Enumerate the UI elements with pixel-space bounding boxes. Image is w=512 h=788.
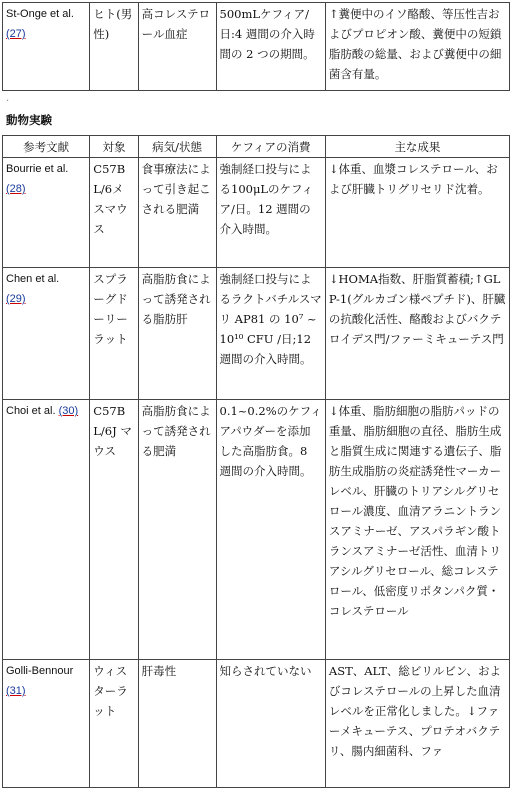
condition-cell: 高コレステロール血症 bbox=[138, 3, 216, 91]
outcome-cell: ↓HOMA指数、肝脂質蓄積;↑GLP-1(グルカゴン様ペプチド)、肝臓の抗酸化活性、酪酸およびバクテロイデス門/ファーミキューテス門 bbox=[325, 268, 509, 400]
reference-cell bbox=[3, 400, 90, 660]
header-subject: 対象 bbox=[90, 136, 138, 158]
condition-cell: 高脂肪食によって誘発される肥満 bbox=[138, 400, 216, 660]
header-kefir: ケフィアの消費 bbox=[216, 136, 325, 158]
section-title: 動物実験 bbox=[6, 113, 52, 127]
header-reference: 参考文献 bbox=[3, 136, 90, 158]
reference-authors: Chen et al. bbox=[6, 273, 60, 285]
kefir-cell: 0.1~0.2%のケフィアパウダーを添加した高脂肪食。8 週間の介入時間。 bbox=[216, 400, 325, 660]
condition-cell: 肝毒性 bbox=[138, 660, 216, 788]
citation-link[interactable]: (27) bbox=[6, 28, 26, 40]
subject-cell: ウィスターラット bbox=[90, 660, 138, 788]
table-row bbox=[3, 3, 510, 91]
reference-authors: Golli-Bennour bbox=[6, 665, 74, 677]
reference-authors: St-Onge et al. bbox=[6, 8, 74, 20]
outcome-cell: AST、ALT、総ビリルビン、およびコレステロールの上昇した血清レベルを正常化しました。↓ファーメキューテス、プロテオバクテリ、腸内細菌科、ファ bbox=[325, 660, 509, 788]
outcome-cell: ↑糞便中のイソ酪酸、等压性吉およびプロピオン酸、糞便中の短鎖脂肪酸の総量、および糞便中の細菌含有量。 bbox=[325, 3, 509, 91]
kefir-cell: 知らされていない bbox=[216, 660, 325, 788]
outcome-cell: ↓体重、脂肪細胞の脂肪パッドの重量、脂肪細胞の直径、脂肪生成と脂質生成に関連する遺伝子、脂肪生成脂肪の炎症誘発性マーカーレベル、肝臓のトリアシルグリセロール濃度、血清アラニントランスアミナーゼ、アスパラギン酸トランスアミナーゼ活性、血清トリアシルグリセロール、総コレステロール、低密度リポタンパク質・コレステロール bbox=[325, 400, 509, 660]
human-studies-table bbox=[2, 2, 510, 91]
header-condition: 病気/状態 bbox=[138, 136, 216, 158]
header-row bbox=[3, 136, 510, 158]
table-row bbox=[3, 268, 510, 400]
table-row bbox=[3, 158, 510, 268]
reference-cell bbox=[3, 3, 90, 91]
reference-cell bbox=[3, 268, 90, 400]
kefir-cell: 500mLケフィア/日:4 週間の介入時間の 2 つの期間。 bbox=[216, 3, 325, 91]
kefir-cell: 強制経口投与によるラクトバチルスマリ AP81 の 10⁷ ~ 10¹⁰ CFU /日;12週間の介入時間。 bbox=[216, 268, 325, 400]
citation-link[interactable]: (30) bbox=[58, 405, 79, 417]
subject-cell: ヒト(男性) bbox=[90, 3, 138, 91]
animal-studies-table bbox=[2, 135, 510, 788]
reference-authors: Choi et al. bbox=[6, 405, 56, 417]
subject-cell: C57BL/6J マウス bbox=[90, 400, 138, 660]
citation-link[interactable]: (28) bbox=[6, 183, 26, 195]
subject-cell: C57BL/6メスマウス bbox=[90, 158, 138, 268]
subject-cell: スプラーグドーリーラット bbox=[90, 268, 138, 400]
outcome-cell: ↓体重、血漿コレステロール、および肝臓トリグリセリド沈着。 bbox=[325, 158, 509, 268]
citation-link[interactable]: (31) bbox=[6, 685, 26, 697]
condition-cell: 食事療法によって引き起こされる肥満 bbox=[138, 158, 216, 268]
paragraph-mark: . bbox=[6, 93, 10, 104]
condition-cell: 高脂肪食によって誘発される脂肪肝 bbox=[138, 268, 216, 400]
reference-cell bbox=[3, 660, 90, 788]
reference-cell bbox=[3, 158, 90, 268]
citation-link[interactable]: (29) bbox=[6, 293, 26, 305]
table-row bbox=[3, 660, 510, 788]
header-outcome: 主な成果 bbox=[325, 136, 509, 158]
kefir-cell: 強制経口投与による100μLのケフィア/日。12 週間の介入時間。 bbox=[216, 158, 325, 268]
reference-authors: Bourrie et al. bbox=[6, 163, 69, 175]
table-row bbox=[3, 400, 510, 660]
